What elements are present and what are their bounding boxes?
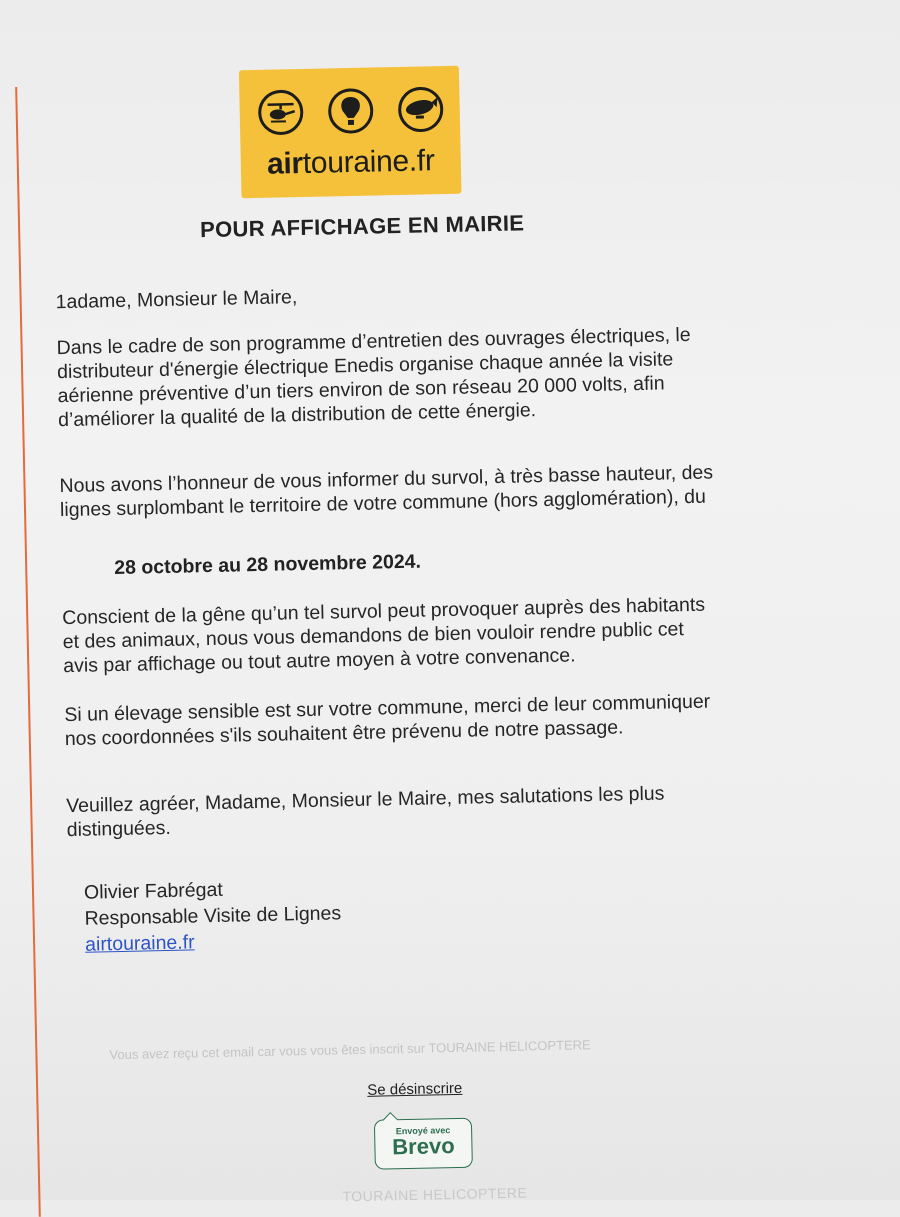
signer-name: Olivier Fabrégat: [84, 874, 341, 905]
airtouraine-logo: [239, 66, 462, 199]
overflight-dates: 28 octobre au 28 novembre 2024.: [114, 551, 421, 580]
helicopter-icon: [257, 89, 304, 136]
hot-air-balloon-icon: [327, 87, 374, 134]
website-link[interactable]: airtouraine.fr: [85, 926, 342, 957]
signature-block: [84, 874, 342, 957]
signer-role: Responsable Visite de Lignes: [84, 900, 341, 931]
sent-with-brevo-badge[interactable]: [374, 1118, 473, 1170]
logo-wordmark: airtouraine.fr: [240, 144, 461, 183]
unsubscribe-link[interactable]: Se désinscrire: [367, 1080, 462, 1099]
sender-footer: TOURAINE HELICOPTERE: [342, 1185, 527, 1205]
badge-brand: Brevo: [375, 1135, 471, 1159]
subscription-notice: Vous avez reçu cet email car vous vous êtes inscrit sur TOURAINE HELICOPTERE: [109, 1034, 749, 1062]
airship-icon: [397, 86, 444, 133]
page-title: POUR AFFICHAGE EN MAIRIE: [112, 209, 612, 245]
paragraph-overflight-notice: Nous avons l’honneur de vous informer du survol, à très basse hauteur, des lignes surplombant le territoire de votre commune (hors agglomération), du: [59, 460, 720, 522]
logo-icons: [257, 86, 448, 140]
orange-margin-rule: [15, 87, 41, 1217]
paragraph-public-display-request: Conscient de la gêne qu’un tel survol peut provoquer auprès des habitants et des animaux, nous vous demandons de bien vouloir rendre public cet avis par affichage ou tout autre moyen à votre convenance.: [62, 592, 723, 678]
paragraph-closing-salutation: Veuillez agréer, Madame, Monsieur le Maire, mes salutations les plus distinguées.: [66, 780, 727, 842]
paragraph-livestock-contact: Si un élevage sensible est sur votre commune, merci de leur communiquer nos coordonnées s'ils souhaitent être prévenu de notre passage.: [64, 689, 725, 751]
badge-caption: Envoyé avec: [375, 1125, 471, 1137]
greeting: 1adame, Monsieur le Maire,: [55, 276, 715, 314]
paragraph-maintenance-program: Dans le cadre de son programme d’entretien des ouvrages électriques, le distributeur d'énergie électrique Enedis organise chaque année la visite aérienne préventive d’un tiers environ de son réseau 20 000 volts, afin d’améliorer la qualité de la distribution de cette énergie.: [56, 322, 718, 432]
